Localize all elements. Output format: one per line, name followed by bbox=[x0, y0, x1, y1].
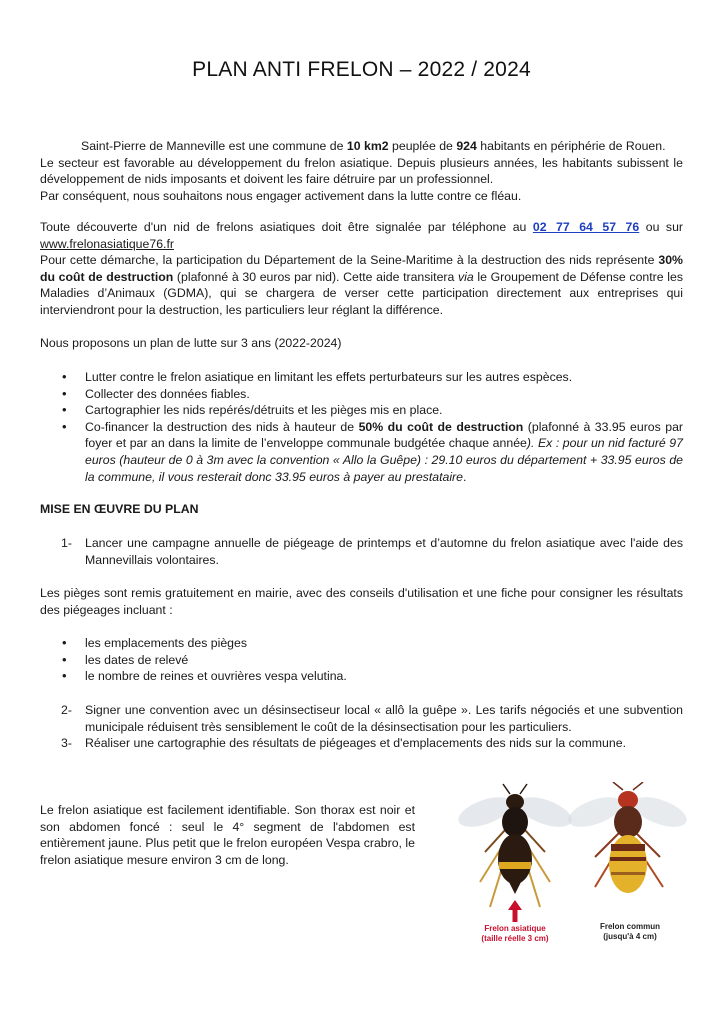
phone-link[interactable]: 02 77 64 57 76 bbox=[532, 220, 640, 234]
asian-hornet-caption bbox=[475, 924, 555, 943]
trap-item: • les dates de relevé bbox=[40, 652, 683, 669]
department-paragraph bbox=[40, 252, 683, 318]
commune-rate: 50% du coût de destruction bbox=[358, 419, 524, 434]
intro-text: habitants en périphérie de Rouen. bbox=[476, 139, 666, 153]
step-number: 3- bbox=[61, 736, 72, 751]
step-text: Réaliser une cartographie des résultats de piégeages et d'emplacements des nids sur la commune. bbox=[85, 736, 626, 751]
step-text: Lancer une campagne annuelle de piégeage de printemps et d’automne du frelon asiatique avec l'aide des Mannevillais volontaires. bbox=[85, 536, 683, 567]
intro-paragraph-3: Par conséquent, nous souhaitons nous engager activement dans la lutte contre ce fléau. bbox=[40, 188, 522, 203]
caption-line: (taille réelle 3 cm) bbox=[481, 933, 549, 943]
trap-item: • le nombre de reines et ouvrières vespa velutina. bbox=[40, 668, 683, 685]
step-number: 1- bbox=[61, 536, 72, 550]
department-rate: 30% du coût de destruction bbox=[40, 253, 683, 284]
traps-paragraph: Les pièges sont remis gratuitement en mairie, avec des conseils d'utilisation et une fiche pour consigner les résultats des piégeages incluant : bbox=[40, 586, 683, 617]
trap-items-list bbox=[40, 635, 683, 685]
trap-item: • les emplacements des pièges bbox=[40, 635, 683, 652]
goals-list bbox=[40, 369, 683, 485]
department-text: le Groupement de Défense contre les Maladies d’Animaux (GDMA), qui se chargera de verser cette participation directement aux entreprises qui interviendront pour la destruction, les particuliers leur réglant la différence. bbox=[40, 269, 683, 317]
caption-line: Frelon commun bbox=[599, 922, 660, 931]
hornet-comparison-figure bbox=[445, 782, 695, 952]
intro-text: Saint-Pierre de Manneville est une commune de bbox=[81, 139, 347, 153]
asian-hornet-image bbox=[455, 784, 576, 922]
step-item bbox=[40, 535, 683, 568]
step-1 bbox=[40, 535, 683, 568]
report-text: Toute découverte d'un nid de frelons asiatiques doit être signalée par téléphone au bbox=[40, 220, 533, 234]
intro-text: peuplée de bbox=[388, 139, 457, 153]
department-text: (plafonné à 30 euros par nid). Cette aide transitera bbox=[173, 269, 458, 284]
plan-intro: Nous proposons un plan de lutte sur 3 ans (2022-2024) bbox=[40, 336, 342, 350]
page-title: PLAN ANTI FRELON – 2022 / 2024 bbox=[192, 58, 531, 81]
section-title: MISE EN ŒUVRE DU PLAN bbox=[40, 502, 199, 516]
caption-line: Frelon asiatique bbox=[484, 924, 546, 933]
step-item bbox=[40, 735, 683, 752]
european-hornet-image bbox=[565, 782, 691, 893]
example-text: ). Ex : pour un nid facturé 97 euros (hauteur de 0 à 3m avec la convention « Allo la Guêpe) : 29.10 euros du département + 33.95 euros de la commune, il vous resterait donc 33.95 euros à payer au prestataire bbox=[85, 436, 683, 484]
report-section bbox=[40, 219, 683, 319]
intro-section bbox=[40, 138, 683, 204]
step-text: Signer une convention avec un désinsectiseur local « allô la guêpe ». Les tarifs négociés et une subvention municipale réduisent très sensiblement le coût de la désinsectisation pour les particuliers. bbox=[85, 703, 683, 734]
intro-paragraph-1 bbox=[40, 138, 683, 155]
goal-item: • Collecter des données fiables. bbox=[40, 386, 683, 403]
website-link[interactable]: www.frelonasiatique76.fr bbox=[40, 236, 174, 251]
population-value: 924 bbox=[456, 139, 477, 153]
goal-item: • Lutter contre le frelon asiatique en limitant les effets perturbateurs sur les autres espèces. bbox=[40, 369, 683, 386]
report-paragraph bbox=[40, 219, 683, 252]
intro-paragraph-2: Le secteur est favorable au développement du frelon asiatique. Depuis plusieurs années, les habitants subissent le développement de nids imposants et doivent les faire détruire par un professionnel. bbox=[40, 155, 683, 187]
goal-text: (plafonné à 33.95 euros par foyer et par an dans la limite de l’enveloppe communale budgétée chaque année bbox=[85, 419, 684, 451]
goal-item-cofinance bbox=[40, 419, 683, 485]
via-text: via bbox=[458, 269, 474, 284]
goal-item: • Cartographier les nids repérés/détruits et les pièges mis en place. bbox=[40, 402, 683, 419]
steps-2-3 bbox=[40, 702, 683, 752]
area-value: 10 km2 bbox=[346, 139, 389, 153]
step-item bbox=[40, 702, 683, 735]
department-text: Pour cette démarche, la participation du Département de la Seine-Maritime à la destruction des nids représente bbox=[40, 253, 659, 268]
caption-line: (jusqu'à 4 cm) bbox=[603, 931, 657, 941]
report-text: ou sur bbox=[639, 220, 683, 234]
hornet-description: Le frelon asiatique est facilement identifiable. Son thorax est noir et son abdomen foncé : seul le 4° segment de l'abdomen est entièrement jaune. Plus petit que le frelon européen Vespa crabro, le frelon asiatique mesure environ 3 cm de long. bbox=[40, 803, 415, 867]
european-hornet-caption bbox=[595, 922, 665, 941]
step-number: 2- bbox=[61, 703, 72, 717]
goal-text: . bbox=[463, 469, 467, 484]
goal-text: Co-financer la destruction des nids à hauteur de bbox=[85, 419, 359, 434]
